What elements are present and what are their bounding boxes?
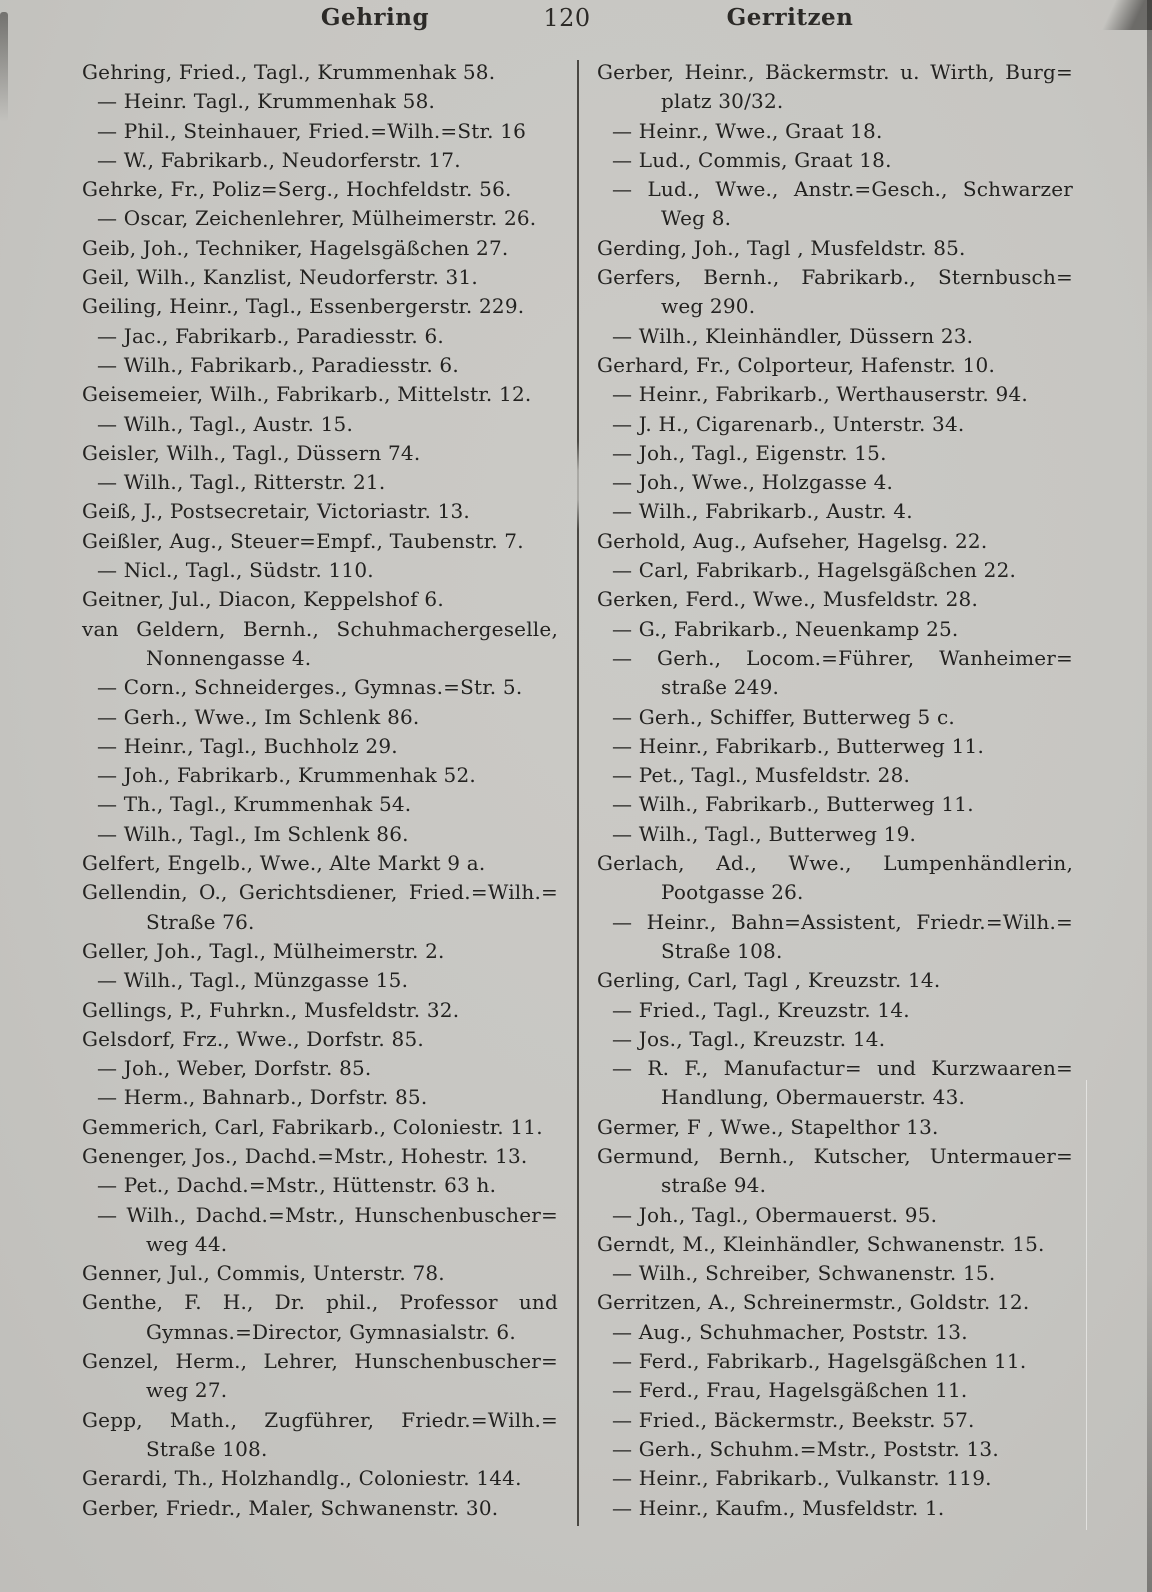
- directory-line: — Pet., Tagl., Musfeldstr. 28.: [612, 763, 911, 788]
- directory-line: Weg 8.: [661, 206, 732, 231]
- directory-line: — Heinr. Tagl., Krummenhak 58.: [97, 89, 436, 114]
- directory-line: Geisler, Wilh., Tagl., Düssern 74.: [82, 440, 421, 465]
- directory-line: — Th., Tagl., Krummenhak 54.: [97, 792, 412, 817]
- directory-line: Gerfers, Bernh., Fabrikarb., Sternbusch=: [597, 265, 1073, 290]
- directory-line: Gellings, P., Fuhrkn., Musfeldstr. 32.: [82, 997, 460, 1022]
- directory-line: — Wilh., Dachd.=Mstr., Hunschenbuscher=: [97, 1202, 558, 1227]
- directory-line: — Carl, Fabrikarb., Hagelsgäßchen 22.: [612, 558, 1017, 583]
- directory-line: — Phil., Steinhauer, Fried.=Wilh.=Str. 16: [97, 118, 527, 143]
- directory-line: — Wilh., Tagl., Butterweg 19.: [612, 821, 917, 846]
- directory-line: — Wilh., Tagl., Ritterstr. 21.: [97, 470, 386, 495]
- directory-line: Gymnas.=Director, Gymnasialstr. 6.: [146, 1319, 516, 1344]
- directory-line: Straße 108.: [661, 938, 783, 963]
- directory-line: Germund, Bernh., Kutscher, Untermauer=: [597, 1143, 1073, 1168]
- directory-line: Gelsdorf, Frz., Wwe., Dorfstr. 85.: [82, 1026, 424, 1051]
- directory-line: Gerber, Heinr., Bäckermstr. u. Wirth, Burg=: [597, 60, 1073, 84]
- directory-line: — Ferd., Frau, Hagelsgäßchen 11.: [612, 1378, 968, 1403]
- directory-line: Gerritzen, A., Schreinermstr., Goldstr. 12.: [597, 1290, 1030, 1315]
- directory-line: Geiling, Heinr., Tagl., Essenbergerstr. 229.: [82, 294, 525, 319]
- directory-line: — Wilh., Tagl., Münzgasse 15.: [97, 968, 409, 993]
- directory-line: weg 27.: [146, 1378, 228, 1403]
- directory-line: Geisemeier, Wilh., Fabrikarb., Mittelstr. 12.: [82, 382, 532, 407]
- paper-crease: [1086, 1080, 1087, 1530]
- directory-line: straße 249.: [661, 675, 780, 700]
- directory-line: — Heinr., Fabrikarb., Butterweg 11.: [612, 733, 984, 758]
- directory-line: — Gerh., Wwe., Im Schlenk 86.: [97, 704, 420, 729]
- directory-line: Gemmerich, Carl, Fabrikarb., Coloniestr. 11.: [82, 1114, 543, 1139]
- directory-line: — Corn., Schneiderges., Gymnas.=Str. 5.: [97, 675, 523, 700]
- directory-line: Gepp, Math., Zugführer, Friedr.=Wilh.=: [82, 1407, 558, 1432]
- directory-line: Handlung, Obermauerstr. 43.: [661, 1085, 966, 1110]
- directory-line: Nonnengasse 4.: [146, 645, 312, 670]
- directory-line: — Lud., Commis, Graat 18.: [612, 147, 892, 172]
- header-left-keyword: Gehring: [320, 4, 430, 31]
- directory-line: — Jac., Fabrikarb., Paradiesstr. 6.: [97, 323, 444, 348]
- directory-line: — J. H., Cigarenarb., Unterstr. 34.: [612, 411, 965, 436]
- directory-line: — R. F., Manufactur= und Kurzwaaren=: [612, 1056, 1073, 1081]
- directory-line: Geller, Joh., Tagl., Mülheimerstr. 2.: [82, 938, 445, 963]
- directory-line: — Wilh., Fabrikarb., Austr. 4.: [612, 499, 913, 524]
- directory-line: — Heinr., Fabrikarb., Vulkanstr. 119.: [612, 1466, 992, 1491]
- directory-line: Geitner, Jul., Diacon, Keppelshof 6.: [82, 587, 444, 612]
- directory-line: — Heinr., Wwe., Graat 18.: [612, 118, 883, 143]
- directory-line: — Fried., Tagl., Kreuzstr. 14.: [612, 997, 910, 1022]
- directory-line: Gerardi, Th., Holzhandlg., Coloniestr. 144.: [82, 1466, 522, 1491]
- directory-line: — Oscar, Zeichenlehrer, Mülheimerstr. 26.: [97, 206, 537, 231]
- directory-line: weg 44.: [146, 1231, 228, 1256]
- directory-line: Straße 108.: [146, 1436, 268, 1461]
- directory-line: weg 290.: [661, 294, 756, 319]
- directory-line: — Lud., Wwe., Anstr.=Gesch., Schwarzer: [612, 177, 1073, 202]
- directory-line: Gelfert, Engelb., Wwe., Alte Markt 9 a.: [82, 851, 486, 876]
- directory-line: — Aug., Schuhmacher, Poststr. 13.: [612, 1319, 968, 1344]
- scan-smudge-left: [0, 12, 8, 122]
- directory-line: Gehrke, Fr., Poliz=Serg., Hochfeldstr. 56.: [82, 177, 512, 202]
- directory-line: — Jos., Tagl., Kreuzstr. 14.: [612, 1026, 886, 1051]
- directory-line: — Wilh., Schreiber, Schwanenstr. 15.: [612, 1261, 996, 1286]
- right-column: [597, 58, 1073, 1523]
- directory-line: platz 30/32.: [661, 89, 784, 114]
- directory-line: Geißler, Aug., Steuer=Empf., Taubenstr. 7.: [82, 528, 524, 553]
- directory-line: Gerhard, Fr., Colporteur, Hafenstr. 10.: [597, 352, 996, 377]
- page-number: 120: [543, 4, 591, 32]
- directory-line: — Heinr., Kaufm., Musfeldstr. 1.: [612, 1495, 945, 1520]
- directory-line: — Wilh., Fabrikarb., Butterweg 11.: [612, 792, 974, 817]
- directory-line: Gerber, Friedr., Maler, Schwanenstr. 30.: [82, 1495, 499, 1520]
- directory-line: Gerken, Ferd., Wwe., Musfeldstr. 28.: [597, 587, 979, 612]
- directory-line: — Heinr., Tagl., Buchholz 29.: [97, 733, 398, 758]
- directory-line: — Nicl., Tagl., Südstr. 110.: [97, 558, 374, 583]
- directory-line: Genner, Jul., Commis, Unterstr. 78.: [82, 1261, 445, 1286]
- directory-line: — Gerh., Schuhm.=Mstr., Poststr. 13.: [612, 1436, 999, 1461]
- directory-line: — Joh., Tagl., Eigenstr. 15.: [612, 440, 887, 465]
- directory-line: Geib, Joh., Techniker, Hagelsgäßchen 27.: [82, 235, 509, 260]
- directory-line: Gellendin, O., Gerichtsdiener, Fried.=Wilh.=: [82, 880, 558, 905]
- directory-line: — Wilh., Fabrikarb., Paradiesstr. 6.: [97, 352, 459, 377]
- directory-line: — Gerh., Schiffer, Butterweg 5 c.: [612, 704, 955, 729]
- directory-line: — Wilh., Tagl., Austr. 15.: [97, 411, 354, 436]
- column-divider-rule: [577, 60, 579, 1526]
- directory-line: — G., Fabrikarb., Neuenkamp 25.: [612, 616, 959, 641]
- directory-line: Pootgasse 26.: [661, 880, 804, 905]
- directory-line: Gerlach, Ad., Wwe., Lumpenhändlerin,: [597, 851, 1073, 876]
- directory-line: Gerhold, Aug., Aufseher, Hagelsg. 22.: [597, 528, 988, 553]
- directory-line: Gerding, Joh., Tagl , Musfeldstr. 85.: [597, 235, 966, 260]
- directory-line: — Wilh., Tagl., Im Schlenk 86.: [97, 821, 409, 846]
- directory-line: Germer, F , Wwe., Stapelthor 13.: [597, 1114, 939, 1139]
- directory-line: Straße 76.: [146, 909, 255, 934]
- directory-line: Genthe, F. H., Dr. phil., Professor und: [82, 1290, 558, 1315]
- scan-page-edge: [1147, 0, 1152, 1592]
- directory-line: Gehring, Fried., Tagl., Krummenhak 58.: [82, 60, 496, 84]
- directory-line: Gerling, Carl, Tagl , Kreuzstr. 14.: [597, 968, 941, 993]
- directory-line: Geiß, J., Postsecretair, Victoriastr. 13.: [82, 499, 470, 524]
- directory-line: Genzel, Herm., Lehrer, Hunschenbuscher=: [82, 1349, 558, 1374]
- header-right-keyword: Gerritzen: [726, 4, 854, 31]
- directory-line: — Herm., Bahnarb., Dorfstr. 85.: [97, 1085, 428, 1110]
- directory-line: Geil, Wilh., Kanzlist, Neudorferstr. 31.: [82, 265, 478, 290]
- directory-line: — Wilh., Kleinhändler, Düssern 23.: [612, 323, 974, 348]
- directory-line: — Ferd., Fabrikarb., Hagelsgäßchen 11.: [612, 1349, 1027, 1374]
- directory-line: — Heinr., Fabrikarb., Werthauserstr. 94.: [612, 382, 1028, 407]
- directory-line: — W., Fabrikarb., Neudorferstr. 17.: [97, 147, 461, 172]
- directory-line: van Geldern, Bernh., Schuhmachergeselle,: [82, 616, 558, 641]
- directory-line: — Joh., Fabrikarb., Krummenhak 52.: [97, 763, 476, 788]
- directory-line: Genenger, Jos., Dachd.=Mstr., Hohestr. 13.: [82, 1143, 528, 1168]
- directory-line: — Pet., Dachd.=Mstr., Hüttenstr. 63 h.: [97, 1173, 497, 1198]
- left-column: [82, 58, 558, 1523]
- directory-line: — Gerh., Locom.=Führer, Wanheimer=: [612, 645, 1073, 670]
- scan-smudge-top-right: [1082, 0, 1152, 30]
- directory-line: — Joh., Wwe., Holzgasse 4.: [612, 470, 894, 495]
- directory-line: straße 94.: [661, 1173, 767, 1198]
- directory-line: — Fried., Bäckermstr., Beekstr. 57.: [612, 1407, 975, 1432]
- directory-line: Gerndt, M., Kleinhändler, Schwanenstr. 15.: [597, 1231, 1045, 1256]
- directory-line: — Joh., Tagl., Obermauerst. 95.: [612, 1202, 938, 1227]
- directory-line: — Heinr., Bahn=Assistent, Friedr.=Wilh.=: [612, 909, 1073, 934]
- directory-line: — Joh., Weber, Dorfstr. 85.: [97, 1056, 372, 1081]
